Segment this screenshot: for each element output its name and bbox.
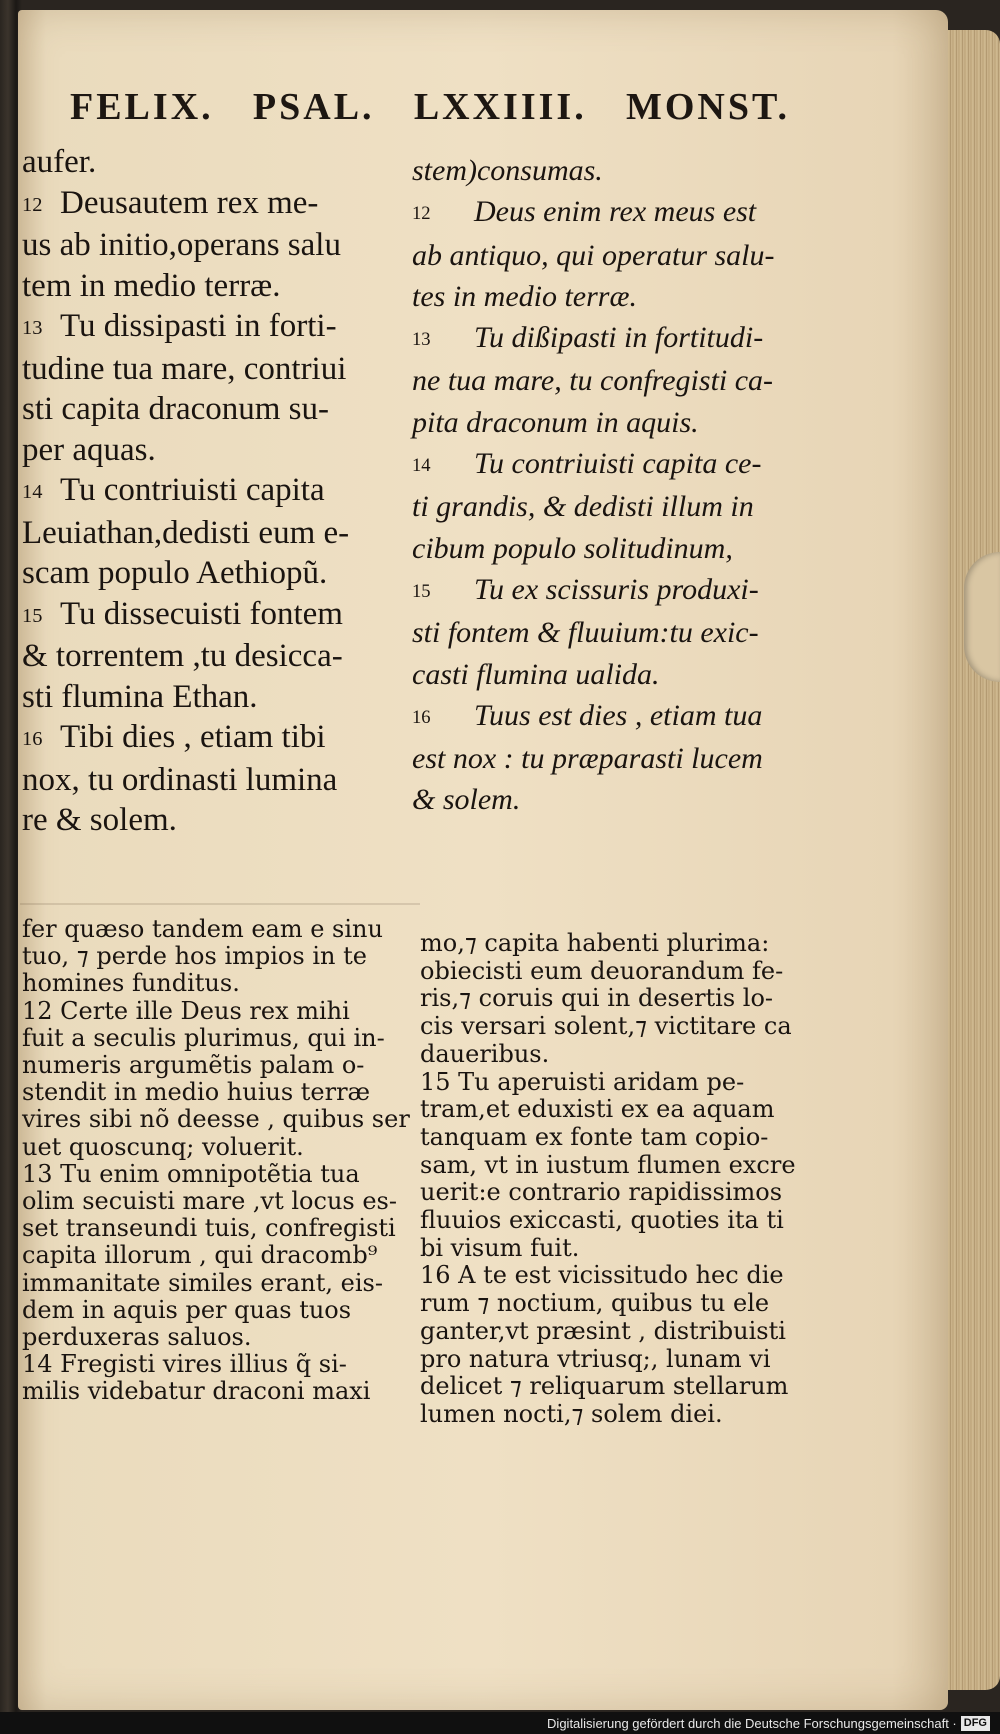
section-divider xyxy=(20,903,420,905)
verse-number: 13 xyxy=(412,329,431,351)
verse-number: 12 xyxy=(412,203,431,225)
commentary-line: tuo, ⁊ perde hos impios in te xyxy=(22,942,367,971)
commentary-line: cis versari solent,⁊ victitare ca xyxy=(420,1012,792,1041)
line-text: pita draconum in aquis. xyxy=(412,405,699,439)
text-line xyxy=(22,470,402,513)
commentary-line: fer quæso tandem eam e sinu xyxy=(22,915,383,943)
text-line xyxy=(412,402,832,443)
text-line xyxy=(412,654,832,695)
text-line xyxy=(22,266,402,307)
text-line xyxy=(412,612,832,653)
line-text: est nox : tu præparasti lucem xyxy=(412,742,763,776)
commentary-line: numeris argumẽtis palam o- xyxy=(22,1051,365,1080)
line-text: & torrentem ,tu desicca- xyxy=(22,638,343,674)
commentary-line: tram,et eduxisti ex ea aquam xyxy=(420,1095,775,1124)
commentary-line: uerit:e contrario rapidissimos xyxy=(420,1178,783,1207)
line-text: ne tua mare, tu confregisti ca- xyxy=(412,364,774,398)
text-line xyxy=(22,800,402,841)
text-line xyxy=(22,553,402,594)
line-text: Tuus est dies , etiam tua xyxy=(474,698,763,732)
line-text: sti flumina Ethan. xyxy=(22,678,258,715)
line-text: Tu ex scissuris produxi- xyxy=(474,572,759,606)
line-text: sti fontem & fluuium:tu exic- xyxy=(412,616,759,650)
text-line xyxy=(412,779,832,820)
text-line xyxy=(412,191,832,234)
text-line xyxy=(22,430,402,471)
commentary-line: sam, vt in iustum flumen excre xyxy=(420,1150,796,1179)
latin-text-left xyxy=(22,142,402,841)
commentary-line: 13 Tu enim omnipotẽtia tua xyxy=(22,1159,360,1188)
clasp-tab xyxy=(964,552,1000,682)
line-text: Leuiathan,dedisti eum e- xyxy=(22,514,350,551)
text-line xyxy=(22,594,402,637)
line-text: Tu dißipasti in fortitudi- xyxy=(474,321,764,355)
line-text: nox, tu ordinasti lumina xyxy=(22,761,338,798)
commentary-line: stendit in medio huius terræ xyxy=(22,1078,371,1107)
text-line xyxy=(22,306,402,349)
verse-number: 12 xyxy=(22,193,43,216)
line-text: Deus enim rex meus est xyxy=(474,195,757,229)
line-text: aufer. xyxy=(22,144,97,180)
line-text: Tu dissecuisti fontem xyxy=(60,595,343,632)
commentary-line: obiecisti eum deuorandum fe- xyxy=(420,956,784,985)
line-text: us ab initio,operans salu xyxy=(22,227,341,263)
text-line xyxy=(22,513,402,554)
line-text: scam populo Aethiopũ. xyxy=(22,555,328,591)
digitization-footer xyxy=(0,1712,1000,1734)
commentary-line: olim secuisti mare ,vt locus es- xyxy=(22,1187,397,1216)
line-text: stem)consumas. xyxy=(412,154,603,187)
commentary-line: perduxeras saluos. xyxy=(22,1323,252,1352)
line-text: sti capita draconum su- xyxy=(22,391,329,427)
commentary-line: ganter,vt præsint , distribuisti xyxy=(420,1316,786,1345)
verse-number: 15 xyxy=(412,580,431,602)
line-text: tudine tua mare, contriui xyxy=(22,350,347,387)
commentary-line: 12 Certe ille Deus rex mihi xyxy=(22,996,350,1025)
line-text: tes in medio terræ. xyxy=(412,279,637,313)
line-text: ti grandis, & dedisti illum in xyxy=(412,490,754,524)
verse-number: 14 xyxy=(412,455,431,477)
commentary-line: vires sibi nõ deesse , quibus ser xyxy=(22,1105,410,1134)
commentary-line: capita illorum , qui dracomb⁹ xyxy=(22,1241,378,1270)
footer-credit: Digitalisierung gefördert durch die Deutsche Forschungsgemeinschaft · xyxy=(547,1715,957,1731)
commentary-left xyxy=(22,915,410,1406)
line-text: Tu dissipasti in forti- xyxy=(60,308,337,344)
commentary-line: set transeundi tuis, confregisti xyxy=(22,1214,396,1243)
commentary-line: homines funditus. xyxy=(22,969,240,998)
verse-number: 16 xyxy=(22,728,43,750)
text-line xyxy=(412,569,832,612)
commentary-line: fuit a seculis plurimus, qui in- xyxy=(22,1023,385,1052)
verse-number: 15 xyxy=(22,604,43,627)
line-text: Tu contriuisti capita ce- xyxy=(474,447,762,481)
line-text: re & solem. xyxy=(22,802,177,838)
commentary-line: uet quoscunq; voluerit. xyxy=(22,1132,304,1161)
line-text: Tibi dies , etiam tibi xyxy=(60,719,326,755)
running-head-felix: FELIX. xyxy=(70,86,214,128)
latin-text-right-italic xyxy=(412,150,832,821)
verse-number: 16 xyxy=(412,706,431,728)
line-text: Deusautem rex me- xyxy=(60,184,319,221)
commentary-line: pro natura vtriusq;, lunam vi xyxy=(420,1344,771,1373)
text-line xyxy=(412,695,832,738)
line-text: cibum populo solitudinum, xyxy=(412,531,733,565)
commentary-line: milis videbatur draconi maxi xyxy=(22,1377,371,1406)
line-text: casti flumina ualida. xyxy=(412,657,660,691)
line-text: ab antiquo, qui operatur salu- xyxy=(412,238,775,272)
running-head-monst: MONST. xyxy=(625,86,790,128)
commentary-line: mo,⁊ capita habenti plurima: xyxy=(420,929,770,957)
commentary-line: lumen nocti,⁊ solem diei. xyxy=(420,1399,723,1428)
line-text: per aquas. xyxy=(22,431,156,468)
verse-number: 14 xyxy=(22,481,43,503)
running-head xyxy=(70,82,790,132)
text-line xyxy=(412,360,832,401)
text-line xyxy=(22,349,402,390)
line-text: tem in medio terræ. xyxy=(22,267,281,304)
text-line xyxy=(412,738,832,779)
line-text: & solem. xyxy=(412,783,521,817)
text-line xyxy=(412,317,832,360)
commentary-line: immanitate similes erant, eis- xyxy=(22,1268,383,1297)
commentary-line: daueribus. xyxy=(420,1039,550,1068)
text-line xyxy=(22,636,402,677)
dfg-logo: DFG xyxy=(961,1716,990,1731)
commentary-line: fluuios exiccasti, quoties ita ti xyxy=(420,1206,784,1235)
verse-number: 13 xyxy=(22,317,43,339)
commentary-line: rum ⁊ noctium, quibus tu ele xyxy=(420,1289,770,1318)
text-line xyxy=(412,443,832,486)
text-line xyxy=(22,760,402,801)
commentary-line: dem in aquis per quas tuos xyxy=(22,1295,352,1324)
text-line xyxy=(22,717,402,760)
commentary-line: tanquam ex fonte tam copio- xyxy=(420,1122,769,1151)
commentary-right xyxy=(420,930,820,1429)
line-text: Tu contriuisti capita xyxy=(60,472,325,508)
text-line xyxy=(22,389,402,430)
text-line xyxy=(412,276,832,317)
commentary-line: 15 Tu aperuisti aridam pe- xyxy=(420,1067,745,1096)
running-head-psal: PSAL. xyxy=(252,86,375,128)
running-head-number: LXXIIII. xyxy=(413,86,587,128)
page-edge xyxy=(945,30,1000,1690)
text-line xyxy=(412,150,832,191)
text-line xyxy=(412,528,832,569)
commentary-line: bi visum fuit. xyxy=(420,1233,580,1262)
commentary-line: delicet ⁊ reliquarum stellarum xyxy=(420,1372,789,1401)
text-line xyxy=(22,677,402,718)
commentary-line: 16 A te est vicissitudo hec die xyxy=(420,1261,784,1290)
commentary-line: 14 Fregisti vires illius q̃ si- xyxy=(22,1350,347,1379)
text-line xyxy=(22,225,402,266)
text-line xyxy=(412,235,832,276)
text-line xyxy=(22,183,402,226)
text-line xyxy=(412,486,832,527)
commentary-line: ris,⁊ coruis qui in desertis lo- xyxy=(420,984,774,1013)
text-line xyxy=(22,142,402,183)
